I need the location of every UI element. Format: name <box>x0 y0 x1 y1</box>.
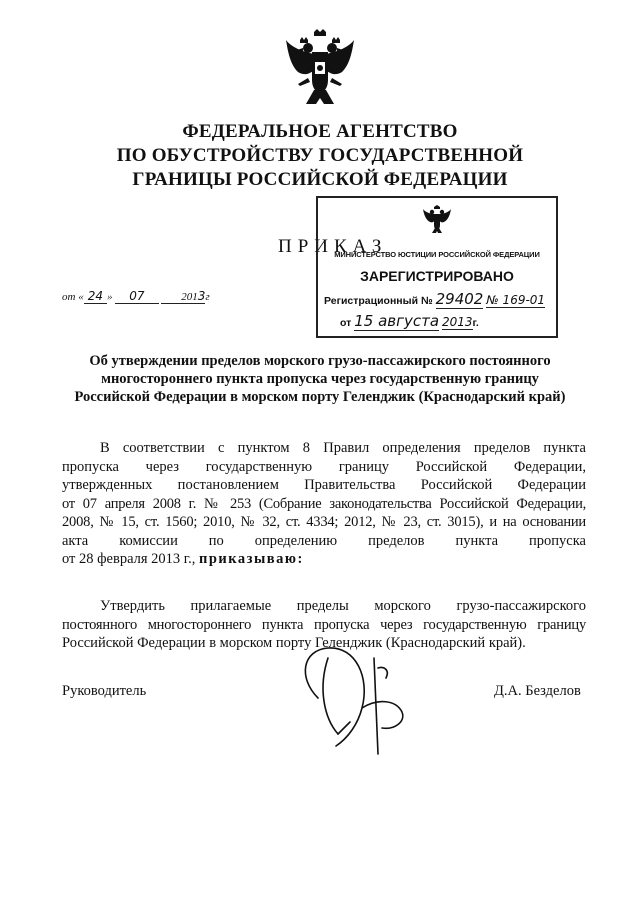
stamp-date-prefix: от <box>340 317 352 329</box>
agency-line: ФЕДЕРАЛЬНОЕ АГЕНТСТВО <box>182 121 458 142</box>
agency-name <box>0 120 640 192</box>
stamp-date-suffix: г. <box>472 317 479 329</box>
agency-line: ПО ОБУСТРОЙСТВУ ГОСУДАРСТВЕННОЙ <box>116 145 524 166</box>
stamp-reg-label: Регистрационный № <box>324 295 433 307</box>
paragraph-last-line <box>62 550 586 569</box>
document-type: ПРИКАЗ <box>278 236 388 257</box>
registration-stamp <box>316 196 558 338</box>
stamp-registered: ЗАРЕГИСТРИРОВАНО <box>360 268 514 284</box>
paragraph-line: Утвердить прилагаемые пределы морского грузо-пассажирского <box>100 598 586 614</box>
agency-line: ГРАНИЦЫ РОССИЙСКОЙ ФЕДЕРАЦИИ <box>132 169 508 190</box>
stamp-reg-number <box>324 290 545 308</box>
order-verb: приказываю: <box>198 551 304 567</box>
paragraph-line: акта комиссии по определению пределов пункта пропуска <box>62 532 586 549</box>
date-day: 24 <box>84 289 107 304</box>
signatory-name: Д.А. Безделов <box>494 683 581 699</box>
stamp-ministry: МИНИСТЕРСТВО ЮСТИЦИИ РОССИЙСКОЙ ФЕДЕРАЦИИ <box>334 250 540 259</box>
paragraph-line: утвержденных постановлением Правительства Российской Федерации <box>62 477 586 493</box>
paragraph-line: пропуска через государственную границу Российской Федерации, <box>62 458 586 475</box>
paragraph-line: Российской Федерации в морском порту Геленджик (Краснодарский край). <box>62 635 526 651</box>
paragraph-line: постоянного многостороннего пункта пропуска через государственную границу <box>62 616 586 633</box>
paragraph-line: В соответствии с пунктом 8 Правил определения пределов пункта <box>100 440 586 456</box>
stamp-reg-number-value: 29402 <box>435 290 484 308</box>
title-line: Российской Федерации в морском порту Геленджик (Краснодарский край) <box>74 389 566 405</box>
stamp-date <box>340 312 479 330</box>
date-mid: » <box>106 291 113 303</box>
title-line: Об утверждении пределов морского грузо-пассажирского постоянного <box>89 353 551 369</box>
order-title <box>60 352 580 406</box>
stamp-date-handwritten: 15 августа <box>354 312 440 330</box>
stamp-reg-number-suffix: № 169-01 <box>486 293 546 307</box>
russian-eagle-small-icon <box>422 204 452 234</box>
order-date <box>62 289 210 303</box>
paragraph-line: от 07 апреля 2008 г. № 253 (Собрание законодательства Российской Федерации, <box>62 495 586 512</box>
date-year-prefix: 201 <box>161 291 198 304</box>
russian-double-headed-eagle-icon <box>284 28 356 108</box>
handwritten-signature-icon <box>278 638 428 758</box>
date-month: 07 <box>115 289 158 304</box>
date-year-last: 3 <box>197 289 206 303</box>
title-line: многостороннего пункта пропуска через государственную границу <box>101 371 539 387</box>
stamp-date-year: 2013 <box>441 315 473 329</box>
signatory-role: Руководитель <box>62 683 147 699</box>
date-prefix: от « <box>62 291 84 303</box>
preamble-paragraph <box>62 439 586 569</box>
date-suffix: г <box>205 291 210 303</box>
paragraph-last-line-text: от 28 февраля 2013 г., <box>62 551 199 567</box>
paragraph-line: 2008, № 15, ст. 1560; 2010, № 32, ст. 4334; 2012, № 23, ст. 3015), и на основании <box>62 514 586 530</box>
